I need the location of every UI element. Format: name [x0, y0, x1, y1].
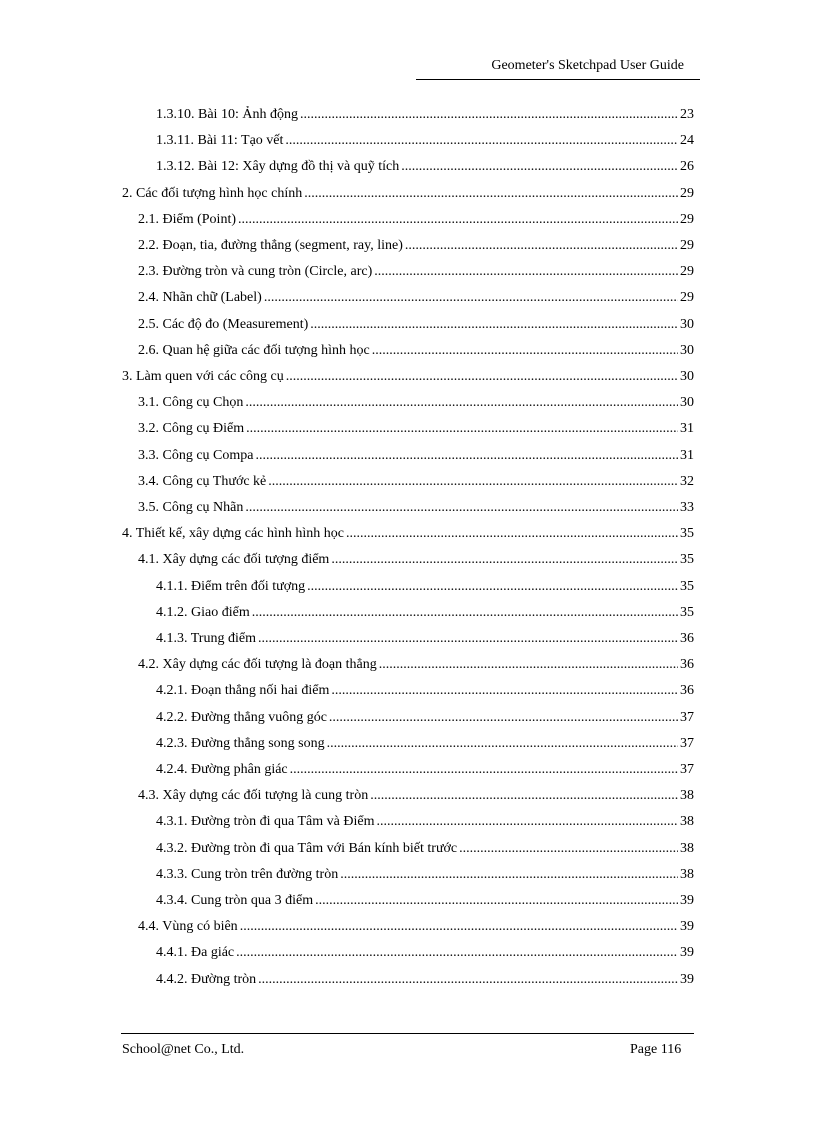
toc-entry-page: 30 [680, 342, 694, 358]
toc-entry-page: 30 [680, 369, 694, 384]
toc-entry-title: 2.3. Đường tròn và cung tròn (Circle, arc) [138, 264, 373, 280]
toc-entry-page: 29 [680, 290, 694, 306]
toc-entry-page: 38 [680, 866, 694, 882]
toc-entry-page: 35 [680, 578, 694, 594]
toc-entry-page: 36 [680, 683, 694, 699]
toc-dot-leader [252, 600, 678, 626]
toc-entry[interactable] [156, 600, 694, 626]
toc-entry-title: 1.3.11. Bài 11: Tạo vết [156, 133, 284, 149]
toc-entry-page: 39 [680, 919, 694, 935]
toc-dot-leader [331, 678, 678, 704]
toc-entry-page: 38 [680, 788, 694, 804]
toc-entry-title: 4.4.1. Đa giác [156, 945, 235, 961]
toc-entry-title: 3.1. Công cụ Chọn [138, 395, 244, 411]
toc-entry[interactable] [156, 757, 694, 783]
toc-dot-leader [307, 574, 678, 600]
toc-entry[interactable] [156, 574, 694, 600]
toc-dot-leader [331, 547, 678, 573]
toc-entry[interactable] [138, 652, 694, 678]
footer-page-number: Page 116 [630, 1042, 682, 1057]
toc-entry[interactable] [156, 731, 694, 757]
toc-entry-page: 38 [680, 840, 694, 856]
footer-company: School@net Co., Ltd. [122, 1042, 245, 1057]
toc-entry-title: 4.1.3. Trung điểm [156, 631, 256, 646]
toc-entry[interactable] [138, 416, 694, 442]
toc-dot-leader [285, 128, 678, 154]
toc-entry[interactable] [138, 495, 694, 521]
toc-entry-title: 1.3.10. Bài 10: Ảnh động [156, 107, 298, 122]
toc-entry[interactable] [138, 783, 694, 809]
document-title: Geometer's Sketchpad User Guide [491, 58, 684, 73]
toc-entry[interactable] [138, 285, 694, 311]
toc-entry[interactable] [156, 154, 694, 180]
footer-divider [121, 1033, 694, 1034]
toc-dot-leader [258, 967, 678, 993]
toc-entry-page: 37 [680, 735, 694, 751]
toc-entry[interactable] [138, 233, 694, 259]
toc-entry-page: 24 [680, 133, 694, 149]
toc-entry[interactable] [138, 338, 694, 364]
toc-dot-leader [246, 416, 678, 442]
toc-entry[interactable] [156, 967, 694, 993]
toc-entry[interactable] [156, 809, 694, 835]
toc-entry[interactable] [138, 914, 694, 940]
toc-entry[interactable] [138, 390, 694, 416]
toc-entry-page: 33 [680, 500, 694, 515]
toc-dot-leader [310, 312, 678, 338]
toc-dot-leader [268, 469, 678, 495]
toc-entry-title: 4.3.1. Đường tròn đi qua Tâm và Điểm [156, 814, 375, 830]
toc-entry[interactable] [138, 312, 694, 338]
toc-dot-leader [374, 259, 678, 285]
toc-dot-leader [258, 626, 678, 652]
toc-entry-title: 4.3.3. Cung tròn trên đường tròn [156, 866, 339, 882]
toc-entry-page: 37 [680, 709, 694, 725]
toc-dot-leader [290, 757, 678, 783]
toc-entry-title: 4.1.1. Điểm trên đối tượng [156, 578, 306, 594]
toc-entry-title: 4.2.1. Đoạn thẳng nối hai điểm [156, 683, 330, 699]
toc-entry[interactable] [138, 469, 694, 495]
toc-entry-title: 3.5. Công cụ Nhãn [138, 500, 244, 515]
toc-entry-title: 4.2.3. Đường thẳng song song [156, 735, 325, 751]
toc-entry-title: 2.2. Đoạn, tia, đường thẳng (segment, ray, line) [138, 238, 403, 253]
toc-dot-leader [236, 940, 678, 966]
toc-dot-leader [370, 783, 678, 809]
toc-dot-leader [405, 233, 678, 259]
toc-entry-page: 39 [680, 971, 694, 987]
toc-entry-title: 3. Làm quen với các công cụ [122, 369, 284, 384]
toc-dot-leader [304, 181, 678, 207]
toc-entry-page: 29 [680, 211, 694, 227]
toc-entry-title: 4.2.2. Đường thẳng vuông góc [156, 709, 327, 725]
toc-entry-title: 2.6. Quan hệ giữa các đối tượng hình học [138, 342, 370, 358]
toc-entry-title: 1.3.12. Bài 12: Xây dựng đồ thị và quỹ tích [156, 159, 400, 175]
toc-dot-leader [256, 443, 679, 469]
toc-entry[interactable] [156, 888, 694, 914]
toc-dot-leader [401, 154, 678, 180]
toc-entry-title: 2. Các đối tượng hình học chính [122, 185, 303, 201]
toc-entry-page: 26 [680, 159, 694, 175]
toc-entry-page: 36 [680, 631, 694, 646]
toc-entry-page: 23 [680, 107, 694, 122]
toc-entry-title: 4.3. Xây dựng các đối tượng là cung tròn [138, 788, 369, 804]
toc-entry[interactable] [156, 940, 694, 966]
toc-entry[interactable] [156, 705, 694, 731]
page-header [416, 58, 700, 80]
toc-dot-leader [346, 521, 678, 547]
toc-entry-title: 4.3.4. Cung tròn qua 3 điểm [156, 893, 314, 908]
toc-entry-page: 39 [680, 945, 694, 961]
toc-entry-title: 2.4. Nhãn chữ (Label) [138, 290, 262, 306]
toc-dot-leader [238, 207, 678, 233]
toc-entry-title: 4.4.2. Đường tròn [156, 971, 257, 987]
toc-entry-page: 35 [680, 526, 694, 542]
toc-entry[interactable] [156, 678, 694, 704]
toc-dot-leader [286, 364, 678, 390]
toc-dot-leader [340, 862, 678, 888]
toc-dot-leader [264, 285, 678, 311]
toc-entry-page: 35 [680, 552, 694, 568]
toc-entry-title: 3.2. Công cụ Điểm [138, 421, 245, 437]
toc-entry-page: 29 [680, 264, 694, 280]
toc-entry-title: 2.5. Các độ đo (Measurement) [138, 316, 309, 332]
toc-entry-page: 29 [680, 185, 694, 201]
toc-entry-title: 4.3.2. Đường tròn đi qua Tâm với Bán kính biết trước [156, 840, 458, 856]
toc-entry[interactable] [138, 259, 694, 285]
toc-entry[interactable] [156, 862, 694, 888]
toc-entry-page: 29 [680, 238, 694, 253]
toc-entry[interactable] [138, 547, 694, 573]
toc-entry-page: 31 [680, 421, 694, 437]
toc-entry-title: 2.1. Điểm (Point) [138, 211, 236, 227]
toc-entry[interactable] [122, 181, 694, 207]
toc-entry-page: 39 [680, 893, 694, 908]
toc-entry-title: 4.4. Vùng có biên [138, 919, 238, 935]
toc-dot-leader [379, 652, 678, 678]
toc-entry[interactable] [156, 102, 694, 128]
toc-dot-leader [315, 888, 678, 914]
toc-entry-page: 38 [680, 814, 694, 830]
toc-entry-page: 31 [680, 447, 694, 463]
toc-entry-page: 30 [680, 395, 694, 411]
toc-dot-leader [329, 705, 678, 731]
toc-entry[interactable] [156, 836, 694, 862]
toc-entry-title: 4.2. Xây dựng các đối tượng là đoạn thẳng [138, 657, 377, 673]
toc-dot-leader [327, 731, 678, 757]
toc-dot-leader [376, 809, 678, 835]
toc-entry-title: 3.4. Công cụ Thước kẻ [138, 473, 267, 489]
toc-entry-title: 4.1.2. Giao điểm [156, 604, 250, 620]
toc-entry[interactable] [156, 626, 694, 652]
toc-entry-page: 30 [680, 316, 694, 332]
toc-entry-page: 35 [680, 604, 694, 620]
toc-dot-leader [372, 338, 678, 364]
toc-entry-title: 4.1. Xây dựng các đối tượng điểm [138, 552, 330, 568]
toc-dot-leader [245, 495, 678, 521]
toc-dot-leader [300, 102, 678, 128]
toc-entry-title: 3.3. Công cụ Compa [138, 447, 254, 463]
toc-entry[interactable] [138, 207, 694, 233]
toc-entry-title: 4. Thiết kế, xây dựng các hình hình học [122, 526, 344, 542]
toc-dot-leader [245, 390, 678, 416]
toc-entry[interactable] [138, 443, 694, 469]
toc-entry[interactable] [122, 364, 694, 390]
toc-entry-title: 4.2.4. Đường phân giác [156, 762, 288, 777]
toc-entry-page: 36 [680, 657, 694, 673]
toc-entry-page: 37 [680, 762, 694, 777]
toc-entry-page: 32 [680, 473, 694, 489]
toc-entry[interactable] [122, 521, 694, 547]
toc-dot-leader [240, 914, 678, 940]
toc-dot-leader [459, 836, 678, 862]
toc-entry[interactable] [156, 128, 694, 154]
